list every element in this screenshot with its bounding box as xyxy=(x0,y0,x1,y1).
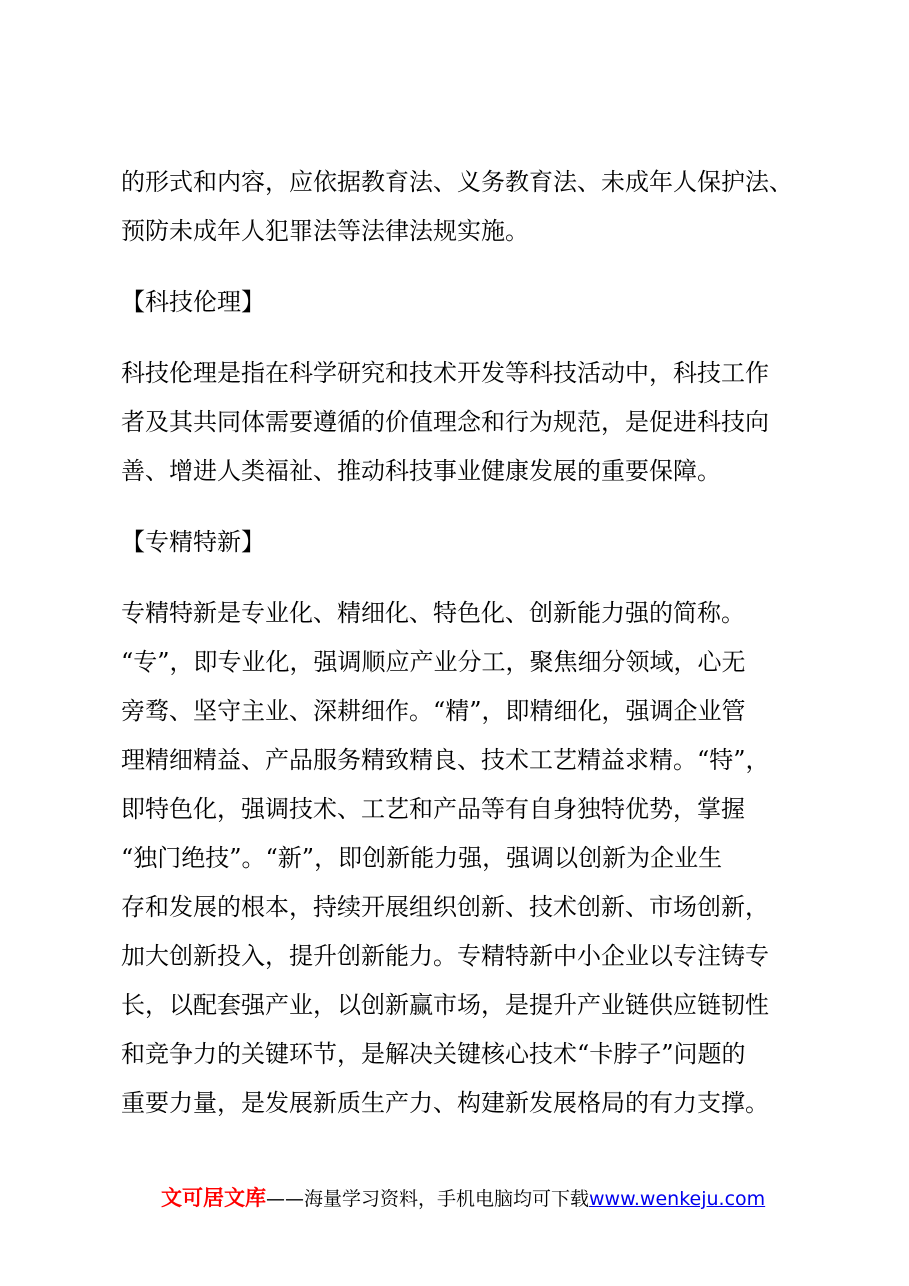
text-line: 重要力量，是发展新质生产力、构建新发展格局的有力支撑。 xyxy=(121,1089,769,1117)
text-line: “专”，即专业化，强调顺应产业分工，聚焦细分领域，心无 xyxy=(121,648,746,676)
text-line: 的形式和内容，应依据教育法、义务教育法、未成年人保护法、 xyxy=(121,168,793,196)
paragraph-zhuanjing xyxy=(121,589,801,1128)
footer-brand: 文可居文库 xyxy=(161,1186,266,1210)
paragraph-intro xyxy=(121,158,801,256)
text-line: 者及其共同体需要遵循的价值理念和行为规范，是促进科技向 xyxy=(121,408,769,436)
text-line: 理精细精益、产品服务精致精良、技术工艺精益求精。“特”， xyxy=(121,746,770,774)
text-line: 旁骛、坚守主业、深耕细作。“精”，即精细化，强调企业管 xyxy=(121,697,746,725)
text-line: 和竞争力的关键环节，是解决关键核心技术“卡脖子”问题的 xyxy=(121,1040,746,1068)
text-line: 科技伦理是指在科学研究和技术开发等科技活动中，科技工作 xyxy=(121,359,769,387)
footer-tagline: ——海量学习资料，手机电脑均可下载 xyxy=(266,1188,590,1210)
paragraph-spacer xyxy=(121,256,801,278)
footer-website-link[interactable]: www.wenkeju.com xyxy=(589,1188,766,1210)
text-line: 善、增进人类福祉、推动科技事业健康发展的重要保障。 xyxy=(121,457,721,485)
document-body xyxy=(121,158,801,1128)
section-heading-keji: 【科技伦理】 xyxy=(121,288,265,316)
section-heading-zhuanjing: 【专精特新】 xyxy=(121,528,265,556)
page-footer xyxy=(161,1180,801,1216)
text-line: 加大创新投入，提升创新能力。专精特新中小企业以专注铸专 xyxy=(121,942,769,970)
paragraph-keji xyxy=(121,349,801,496)
text-line: “独门绝技”。“新”，即创新能力强，强调以创新为企业生 xyxy=(121,844,723,872)
text-line: 存和发展的根本，持续开展组织创新、技术创新、市场创新， xyxy=(121,893,769,921)
paragraph-spacer xyxy=(121,327,801,349)
paragraph-spacer xyxy=(121,567,801,589)
paragraph-spacer xyxy=(121,496,801,518)
text-line: 预防未成年人犯罪法等法律法规实施。 xyxy=(121,217,529,245)
text-line: 长，以配套强产业，以创新赢市场，是提升产业链供应链韧性 xyxy=(121,991,769,1019)
text-line: 即特色化，强调技术、工艺和产品等有自身独特优势，掌握 xyxy=(121,795,745,823)
text-line: 专精特新是专业化、精细化、特色化、创新能力强的简称。 xyxy=(121,599,745,627)
